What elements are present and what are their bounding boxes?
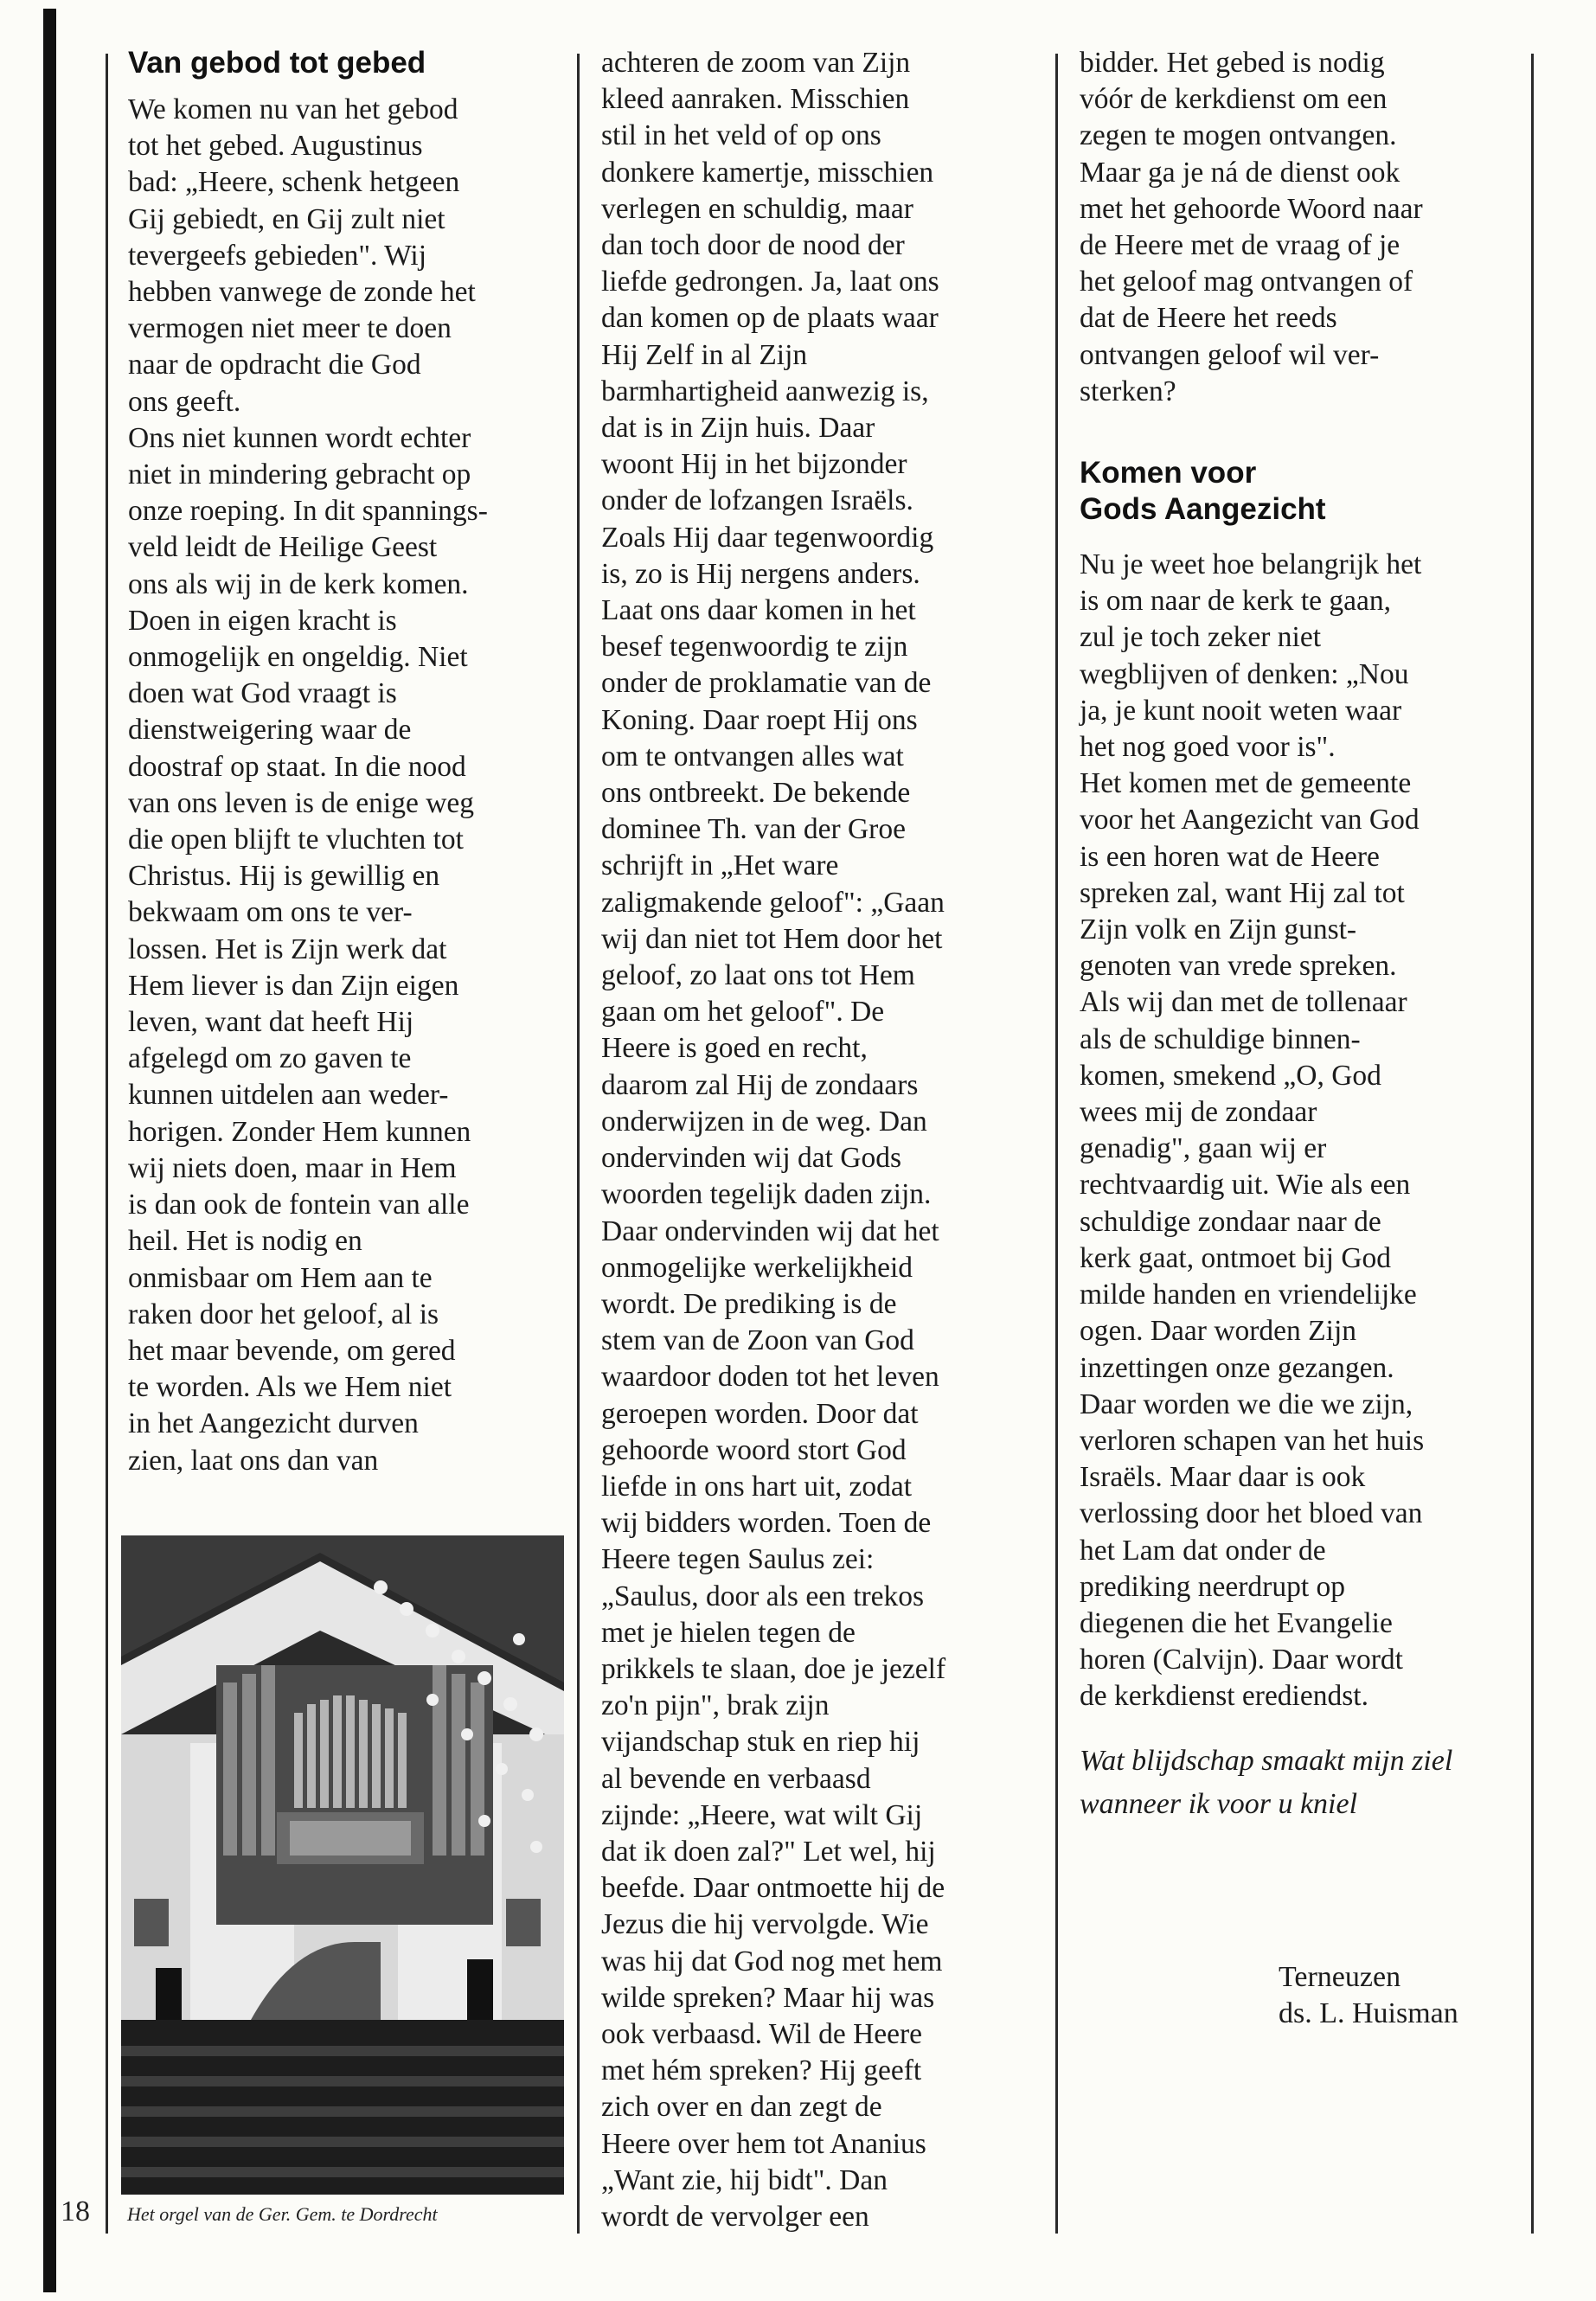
text-line: bekwaam om ons te ver- <box>128 896 413 929</box>
text-line: waardoor doden tot het leven <box>601 1361 939 1394</box>
column-3 <box>1080 45 1529 1826</box>
text-line: is om naar de kerk te gaan, <box>1080 585 1391 618</box>
text-line: het nog goed voor is". <box>1080 731 1336 764</box>
text-line: voor het Aangezicht van God <box>1080 804 1420 836</box>
text-line: Gij gebiedt, en Gij zult niet <box>128 202 445 235</box>
text-line: hebben vanwege de zonde het <box>128 276 476 309</box>
text-line: genadig", gaan wij er <box>1080 1132 1327 1165</box>
column-1 <box>128 45 569 1479</box>
text-line: Israëls. Maar daar is ook <box>1080 1461 1366 1494</box>
text-line: zo'n pijn", brak zijn <box>601 1689 830 1722</box>
text-line: dan toch door de nood der <box>601 229 905 262</box>
text-line: ons geeft. <box>128 385 241 418</box>
text-line: zien, laat ons dan van <box>128 1444 379 1477</box>
text-line: Doen in eigen kracht is <box>128 604 397 637</box>
text-line: inzettingen onze gezangen. <box>1080 1351 1394 1384</box>
text-line: leven, want dat heeft Hij <box>128 1006 414 1039</box>
text-line: wegblijven of denken: „Nou <box>1080 657 1409 690</box>
text-line: Laat ons daar komen in het <box>601 594 916 627</box>
signature <box>1279 1959 1458 2032</box>
text-line: wij niets doen, maar in Hem <box>128 1151 457 1184</box>
text-line: kerk gaat, ontmoet bij God <box>1080 1241 1392 1274</box>
text-line: wordt de vervolger een <box>601 2200 869 2233</box>
text-line: onmisbaar om Hem aan te <box>128 1261 433 1294</box>
text-line: „Saulus, door als een trekos <box>601 1580 925 1612</box>
text-line: het maar bevende, om gered <box>128 1334 456 1367</box>
text-line: is een horen wat de Heere <box>1080 840 1380 873</box>
text-line: van ons leven is de enige weg <box>128 786 475 819</box>
text-line: genoten van vrede spreken. <box>1080 950 1397 983</box>
photo-caption: Het orgel van de Ger. Gem. te Dordrecht <box>127 2203 438 2225</box>
text-line: kunnen uitdelen aan weder- <box>128 1079 449 1112</box>
text-line: ondervinden wij dat Gods <box>601 1142 902 1175</box>
text-line: milde handen en vriendelijke <box>1080 1279 1417 1311</box>
text-line: verloren schapen van het huis <box>1080 1424 1425 1457</box>
column-rule-1 <box>577 54 580 2234</box>
column-1-text <box>128 92 569 1479</box>
text-line: rechtvaardig uit. Wie als een <box>1080 1169 1411 1202</box>
text-line: We komen nu van het gebod <box>128 93 458 125</box>
text-line: verlegen en schuldig, maar <box>601 192 913 225</box>
column-rule-2 <box>1055 54 1058 2234</box>
text-line: ons ontbreekt. De bekende <box>601 777 911 810</box>
text-line: doostraf op staat. In die nood <box>128 750 466 783</box>
text-line: Hij Zelf in al Zijn <box>601 338 808 371</box>
text-line: kleed aanraken. Misschien <box>601 83 910 116</box>
text-line: onze roeping. In dit spannings- <box>128 495 488 528</box>
text-line: bidder. Het gebed is nodig <box>1080 47 1385 79</box>
text-line: doen wat God vraagt is <box>128 677 397 710</box>
text-line: sterken? <box>1080 375 1176 407</box>
heading-line-1: Komen voor <box>1080 456 1257 490</box>
text-line: zich over en dan zegt de <box>601 2091 882 2124</box>
text-line: Als wij dan met de tollenaar <box>1080 986 1407 1019</box>
text-line: liefde in ons hart uit, zodat <box>601 1470 913 1503</box>
text-line: horen (Calvijn). Daar wordt <box>1080 1644 1403 1676</box>
text-line: daarom zal Hij de zondaars <box>601 1068 919 1101</box>
closing-verse <box>1080 1740 1529 1826</box>
text-line: vóór de kerkdienst om een <box>1080 83 1388 116</box>
text-line: barmhartigheid aanwezig is, <box>601 375 929 407</box>
text-line: schrijft in „Het ware <box>601 849 839 882</box>
text-line: stil in het veld of op ons <box>601 119 881 152</box>
text-line: diegenen die het Evangelie <box>1080 1606 1393 1639</box>
text-line: als de schuldige binnen- <box>1080 1022 1361 1055</box>
text-line: zegen te mogen ontvangen. <box>1080 119 1397 152</box>
text-line: beefde. Daar ontmoette hij de <box>601 1872 945 1905</box>
text-line: Heere is goed en recht, <box>601 1032 868 1065</box>
text-line: geroepen worden. Door dat <box>601 1397 919 1430</box>
text-line: ook verbaasd. Wil de Heere <box>601 2017 923 2050</box>
text-line: zijnde: „Heere, wat wilt Gij <box>601 1798 923 1831</box>
text-line: bad: „Heere, schenk hetgeen <box>128 166 460 199</box>
text-line: dienstweigering waar de <box>128 714 412 747</box>
text-line: Heere tegen Saulus zei: <box>601 1543 875 1576</box>
text-line: zaligmakende geloof": „Gaan <box>601 886 945 919</box>
signature-name: ds. L. Huisman <box>1279 1997 1458 2029</box>
text-line: wij bidders worden. Toen de <box>601 1507 932 1540</box>
text-line: „Want zie, hij bidt". Dan <box>601 2163 888 2196</box>
text-line: te worden. Als we Hem niet <box>128 1371 452 1404</box>
column-rule-right <box>1531 54 1534 2234</box>
text-line: wees mij de zondaar <box>1080 1096 1317 1129</box>
text-line: onder de proklamatie van de <box>601 667 932 700</box>
text-line: woont Hij in het bijzonder <box>601 448 907 481</box>
text-line: Daar ondervinden wij dat het <box>601 1215 939 1247</box>
text-line: onmogelijke werkelijkheid <box>601 1251 913 1284</box>
text-line: Maar ga je ná de dienst ook <box>1080 156 1401 189</box>
column-2-text <box>601 45 1051 2235</box>
text-line: verlossing door het bloed van <box>1080 1497 1423 1530</box>
text-line: de kerkdienst erediendst. <box>1080 1680 1368 1713</box>
text-line: liefde gedrongen. Ja, laat ons <box>601 266 939 298</box>
text-line: lossen. Het is Zijn werk dat <box>128 933 447 965</box>
text-line: dat ik doen zal?" Let wel, hij <box>601 1835 936 1868</box>
page-edge-bar <box>43 9 56 2292</box>
text-line: Ons niet kunnen wordt echter <box>128 421 471 454</box>
text-line: dat is in Zijn huis. Daar <box>601 412 875 445</box>
text-line: Jezus die hij vervolgde. Wie <box>601 1908 929 1941</box>
text-line: Christus. Hij is gewillig en <box>128 860 440 893</box>
text-line: het Lam dat onder de <box>1080 1534 1326 1567</box>
text-line: de Heere met de vraag of je <box>1080 229 1401 262</box>
text-line: wilde spreken? Maar hij was <box>601 1981 935 2014</box>
column-3-text-bottom <box>1080 547 1529 1715</box>
column-2 <box>601 45 1051 2235</box>
text-line: afgelegd om zo gaven te <box>128 1042 412 1075</box>
heading-van-gebod-tot-gebed: Van gebod tot gebed <box>128 46 426 80</box>
text-line: is, zo is Hij nergens anders. <box>601 557 920 590</box>
text-line: achteren de zoom van Zijn <box>601 47 911 79</box>
text-line: ontvangen geloof wil ver- <box>1080 338 1380 371</box>
verse-line-1: Wat blijdschap smaakt mijn ziel <box>1080 1744 1453 1777</box>
text-line: Heere over hem tot Ananius <box>601 2127 926 2160</box>
text-line: prikkels te slaan, doe je jezelf <box>601 1652 946 1685</box>
text-line: al bevende en verbaasd <box>601 1762 871 1795</box>
text-line: onder de lofzangen Israëls. <box>601 484 913 517</box>
text-line: onderwijzen in de weg. Dan <box>601 1105 927 1138</box>
text-line: Zijn volk en Zijn gunst- <box>1080 913 1357 946</box>
text-line: ja, je kunt nooit weten waar <box>1080 694 1402 727</box>
text-line: dat de Heere het reeds <box>1080 302 1337 335</box>
text-line: gaan om het geloof". De <box>601 996 885 1029</box>
heading-komen-voor-gods-aangezicht <box>1080 455 1529 528</box>
column-rule-left <box>106 54 108 2234</box>
text-line: komen, smekend „O, God <box>1080 1059 1381 1092</box>
text-line: was hij dat God nog met hem <box>601 1945 943 1977</box>
text-line: spreken zal, want Hij zal tot <box>1080 876 1405 909</box>
text-line: heil. Het is nodig en <box>128 1225 362 1258</box>
text-line: is dan ook de fontein van alle <box>128 1189 470 1221</box>
text-line: dominee Th. van der Groe <box>601 813 906 846</box>
text-line: dan komen op de plaats waar <box>601 302 939 335</box>
text-line: geloof, zo laat ons tot Hem <box>601 959 915 992</box>
text-line: besef tegenwoordig te zijn <box>601 631 908 663</box>
organ-photo <box>121 1535 564 2195</box>
text-line: niet in mindering gebracht op <box>128 458 471 491</box>
text-line: vijandschap stuk en riep hij <box>601 1726 920 1759</box>
text-line: ons als wij in de kerk komen. <box>128 567 469 600</box>
text-line: gehoorde woord stort God <box>601 1433 907 1466</box>
text-line: schuldige zondaar naar de <box>1080 1205 1381 1238</box>
text-line: horigen. Zonder Hem kunnen <box>128 1115 471 1148</box>
text-line: het geloof mag ontvangen of <box>1080 266 1413 298</box>
heading-line-2: Gods Aangezicht <box>1080 492 1326 527</box>
text-line: veld leidt de Heilige Geest <box>128 531 438 564</box>
text-line: wij dan niet tot Hem door het <box>601 922 943 955</box>
text-line: raken door het geloof, al is <box>128 1298 439 1330</box>
signature-place: Terneuzen <box>1279 1961 1401 1993</box>
text-line: met hém spreken? Hij geeft <box>601 2054 922 2087</box>
text-line: met je hielen tegen de <box>601 1616 856 1649</box>
text-line: vermogen niet meer te doen <box>128 312 452 345</box>
text-line: tevergeefs gebieden". Wij <box>128 239 427 272</box>
text-line: ogen. Daar worden Zijn <box>1080 1315 1357 1348</box>
text-line: stem van de Zoon van God <box>601 1324 914 1357</box>
text-line: Hem liever is dan Zijn eigen <box>128 969 459 1002</box>
text-line: Het komen met de gemeente <box>1080 767 1412 800</box>
text-line: wordt. De prediking is de <box>601 1287 897 1320</box>
text-line: die open blijft te vluchten tot <box>128 824 464 856</box>
text-line: Daar worden we die we zijn, <box>1080 1388 1413 1420</box>
verse-line-2: wanneer ik voor u kniel <box>1080 1787 1358 1820</box>
text-line: tot het gebed. Augustinus <box>128 130 423 163</box>
text-line: woorden tegelijk daden zijn. <box>601 1178 932 1211</box>
text-line: onmogelijk en ongeldig. Niet <box>128 641 468 674</box>
text-line: in het Aangezicht durven <box>128 1407 419 1440</box>
text-line: naar de opdracht die God <box>128 349 421 381</box>
text-line: prediking neerdrupt op <box>1080 1570 1345 1603</box>
text-line: met het gehoorde Woord naar <box>1080 192 1423 225</box>
text-line: Zoals Hij daar tegenwoordig <box>601 521 934 554</box>
page-number: 18 <box>61 2195 90 2227</box>
text-line: Nu je weet hoe belangrijk het <box>1080 548 1422 581</box>
text-line: zul je toch zeker niet <box>1080 621 1322 654</box>
text-line: om te ontvangen alles wat <box>601 740 904 772</box>
column-3-text-top <box>1080 45 1529 410</box>
text-line: donkere kamertje, misschien <box>601 156 934 189</box>
text-line: Koning. Daar roept Hij ons <box>601 703 918 736</box>
